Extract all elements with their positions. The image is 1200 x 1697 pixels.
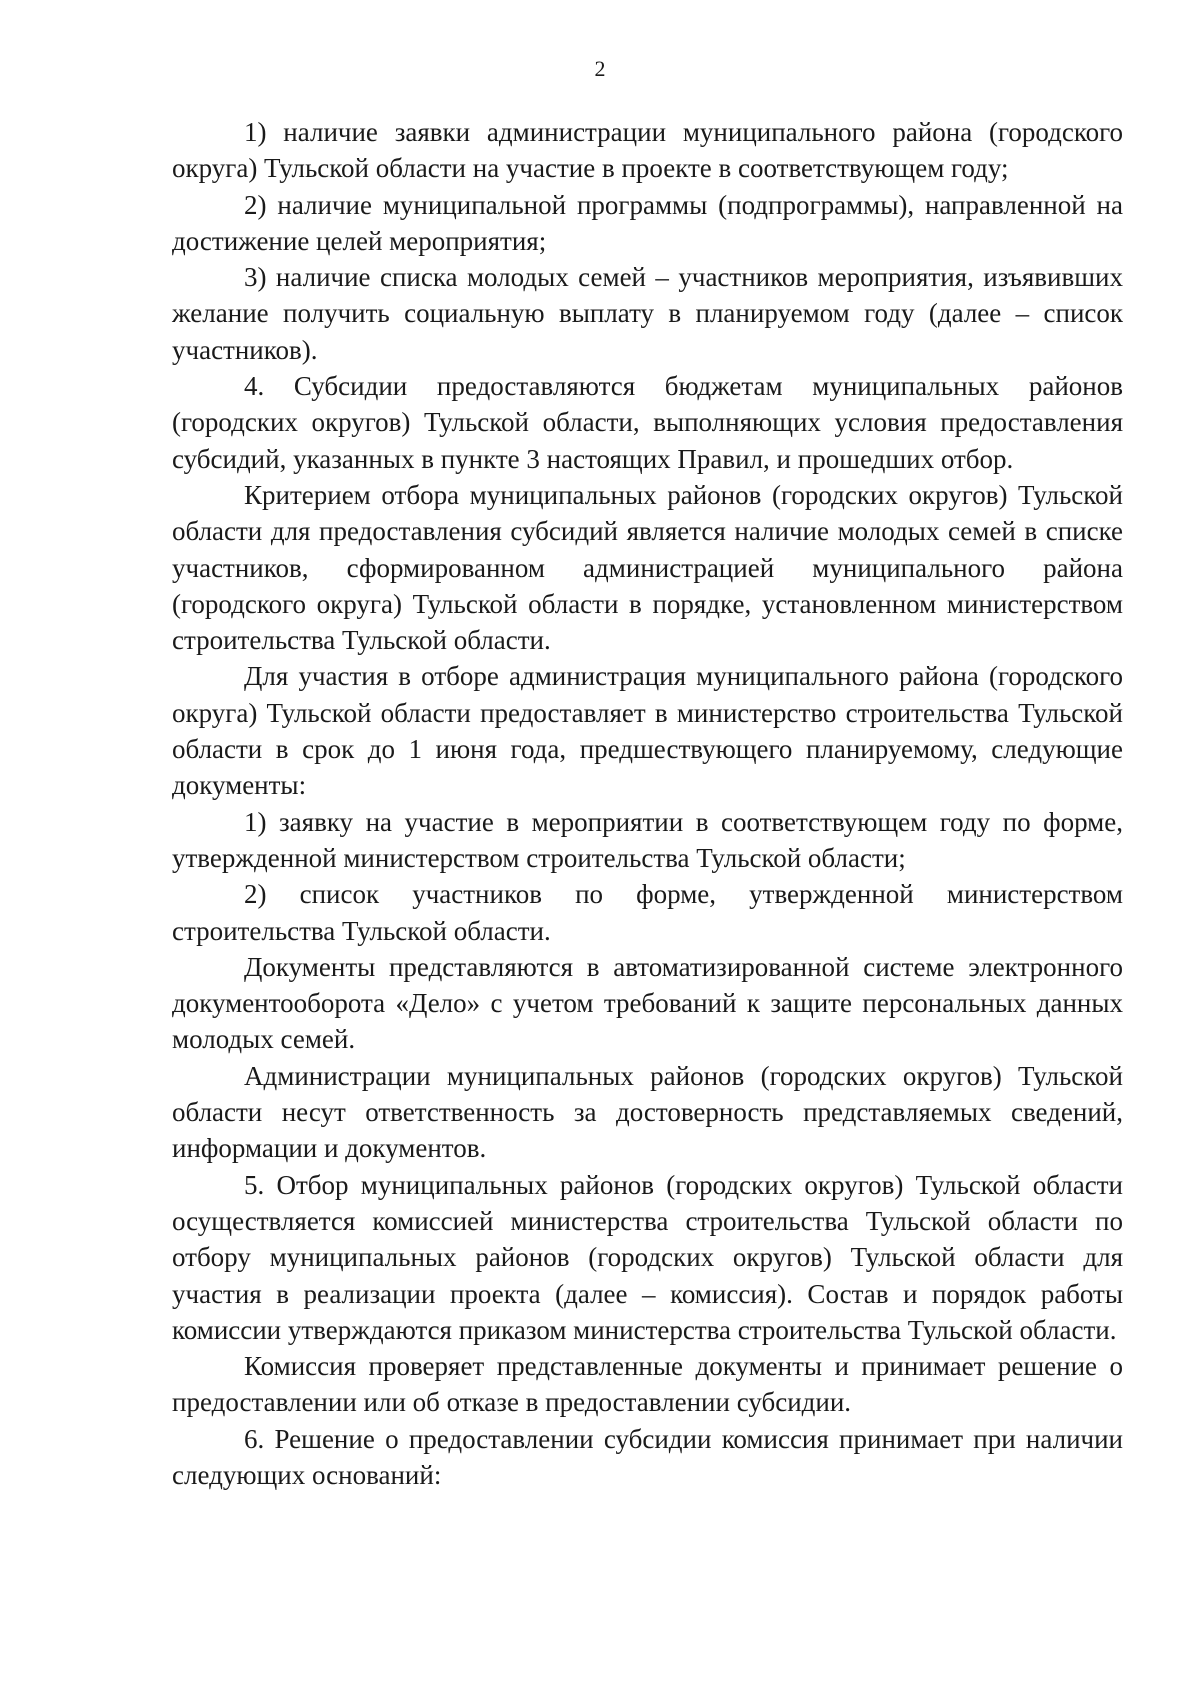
paragraph-section-4: 4. Субсидии предоставляются бюджетам муниципальных районов (городских округов) Тульской области, выполняющих условия предоставления субсидий, указанных в пункте 3 настоящих Правил, и прошедших отбор. xyxy=(172,371,1123,474)
paragraph-section-5: 5. Отбор муниципальных районов (городских округов) Тульской области осуществляется комиссией министерства строительства Тульской области по отбору муниципальных районов (городских округов) Тульской области для участия в реализации проекта (далее – комиссия). Состав и порядок работы комиссии утверждаются приказом министерства строительства Тульской области. xyxy=(172,1169,1123,1345)
paragraph-selection-criterion: Критерием отбора муниципальных районов (городских округов) Тульской области для предоставления субсидий является наличие молодых семей в списке участников, сформированном администрацией муниципального района (городского округа) Тульской области в порядке, установленном министерством строительства Тульской области. xyxy=(172,479,1123,656)
paragraph-submission: Для участия в отборе администрация муниципального района (городского округа) Тульской области предоставляет в министерство строительства Тульской области в срок до 1 июня года, предшествующего планируемому, следующие документы: xyxy=(172,661,1123,801)
page-number: 2 xyxy=(594,56,606,81)
paragraph-document-2: 2) список участников по форме, утвержденной министерством строительства Тульской области. xyxy=(172,879,1123,946)
paragraph-commission-decision: Комиссия проверяет представленные документы и принимает решение о предоставлении или об отказе в предоставлении субсидии. xyxy=(172,1351,1123,1418)
paragraph-document-1: 1) заявку на участие в мероприятии в соответствующем году по форме, утвержденной министерством строительства Тульской области; xyxy=(172,806,1123,873)
paragraph-section-6: 6. Решение о предоставлении субсидии комиссия принимает при наличии следующих оснований: xyxy=(172,1423,1123,1490)
paragraph-responsibility: Администрации муниципальных районов (городских округов) Тульской области несут ответственность за достоверность представляемых сведений, информации и документов. xyxy=(172,1060,1123,1164)
paragraph-condition-1: 1) наличие заявки администрации муниципального района (городского округа) Тульской области на участие в проекте в соответствующем году; xyxy=(172,117,1123,184)
paragraph-condition-3: 3) наличие списка молодых семей – участников мероприятия, изъявивших желание получить социальную выплату в планируемом году (далее – список участников). xyxy=(172,262,1123,365)
paragraph-condition-2: 2) наличие муниципальной программы (подпрограммы), направленной на достижение целей мероприятия; xyxy=(172,189,1123,256)
paragraph-edms: Документы представляются в автоматизированной системе электронного документооборота «Дело» с учетом требований к защите персональных данных молодых семей. xyxy=(172,951,1123,1055)
document-body xyxy=(172,114,1123,1493)
